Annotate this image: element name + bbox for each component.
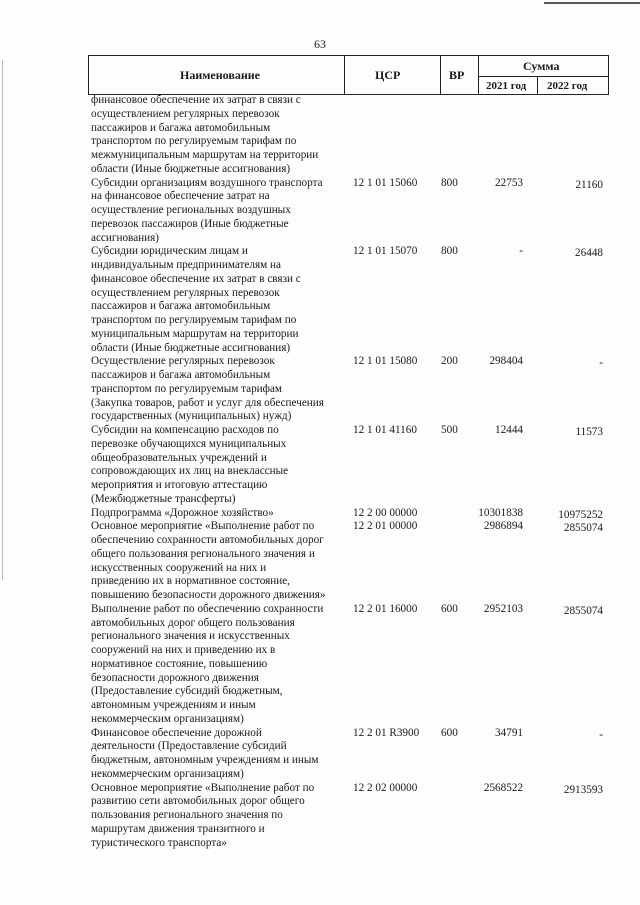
row-name-line: безопасности дорожного движения xyxy=(91,671,259,684)
row-sum-2022: 21160 xyxy=(575,178,603,191)
row-name-line: туристического транспорта» xyxy=(91,836,227,849)
row-name-line: искусственных сооружений на них и xyxy=(91,561,267,574)
row-name-line: маршрутам движения транзитного и xyxy=(91,822,265,835)
row-name-line: транспортом по регулируемым тарифам по xyxy=(91,314,297,326)
row-vr: 200 xyxy=(441,355,458,368)
row-name-line: Основное мероприятие «Выполнение работ по xyxy=(91,781,315,794)
row-name-line: на финансовое обеспечение затрат на xyxy=(91,190,270,203)
row-name-line: Финансовое обеспечение дорожной xyxy=(91,726,262,739)
row-vr: 600 xyxy=(441,726,458,739)
row-csr: 12 1 01 15080 xyxy=(353,355,418,368)
row-name-line: автономным учреждениям и иным xyxy=(91,699,256,711)
row-name-line: пассажиров и багажа автомобильным xyxy=(91,121,271,134)
table-row xyxy=(0,424,640,507)
row-name xyxy=(91,177,347,246)
row-name-line: ассигнования) xyxy=(91,231,159,244)
page-number: 63 xyxy=(314,37,326,51)
table-row xyxy=(0,727,640,782)
row-name xyxy=(91,727,347,782)
row-name-line: транспортом по регулируемым тарифам по xyxy=(91,135,297,148)
row-sum-2022: 2855074 xyxy=(563,522,603,535)
row-name-line: муниципальным маршрутам на территории xyxy=(91,327,299,340)
row-sum-2021: 2986894 xyxy=(483,520,523,533)
row-sum-2021: 34791 xyxy=(495,726,523,739)
row-name-line: (Предоставление субсидий бюджетным, xyxy=(91,685,283,698)
table-row xyxy=(0,94,640,177)
row-name-line: некоммерческим организациям) xyxy=(91,767,244,780)
row-name-line: регионального значения и искусственных xyxy=(91,630,290,643)
row-name-line: мероприятия и итоговую аттестацию xyxy=(91,479,268,491)
row-name-line: приведению их в нормативное состояние, xyxy=(91,575,290,588)
row-name-line: осуществление региональных воздушных xyxy=(91,204,291,216)
row-name-line: некоммерческим организациям) xyxy=(91,712,244,725)
table-row xyxy=(0,355,640,424)
row-name-line: Основное мероприятие «Выполнение работ по xyxy=(91,520,315,533)
row-name-line: бюджетным, автономным учреждениям и иным xyxy=(91,754,319,766)
row-name-line: пользования регионального значения по xyxy=(91,809,283,821)
row-name-line: Субсидии организациям воздушного транспорта xyxy=(91,176,323,189)
row-csr: 12 1 01 15070 xyxy=(353,245,418,258)
row-name-line: области (Иные бюджетные ассигнования) xyxy=(91,341,291,354)
row-name xyxy=(91,782,347,851)
table-row xyxy=(0,177,640,246)
row-name xyxy=(91,94,347,177)
row-sum-2021: 298404 xyxy=(489,355,523,368)
row-name-line: осуществлением регулярных перевозок xyxy=(91,107,280,120)
row-name xyxy=(91,355,347,424)
row-name-line: общеобразовательных учреждений и xyxy=(91,451,267,464)
row-csr: 12 2 01 00000 xyxy=(353,520,418,533)
row-name xyxy=(91,424,347,507)
row-name-line: Субсидии на компенсацию расходов по xyxy=(91,424,279,436)
row-name-line: области (Иные бюджетные ассигнования) xyxy=(91,162,291,175)
row-name xyxy=(91,507,347,521)
table-row xyxy=(0,245,640,355)
row-sum-2022: - xyxy=(599,357,603,370)
row-name-line: развитию сети автомобильных дорог общего xyxy=(91,795,305,808)
row-name xyxy=(91,245,347,355)
row-sum-2021: 22753 xyxy=(495,176,523,189)
row-sum-2022: 2913593 xyxy=(563,783,603,796)
header-name: Наименование xyxy=(180,68,260,82)
table-row xyxy=(0,603,640,727)
row-sum-2021: 12444 xyxy=(495,424,523,436)
table-row xyxy=(0,782,640,851)
header-csr: ЦСР xyxy=(375,68,401,82)
row-name-line: (Закупка товаров, работ и услуг для обеспечения xyxy=(91,396,324,409)
row-sum-2022: 11573 xyxy=(575,426,603,438)
row-name-line: общего пользования регионального значения и xyxy=(91,547,315,560)
row-vr: 800 xyxy=(441,176,458,189)
table-row xyxy=(0,520,640,603)
row-vr: 500 xyxy=(441,424,458,436)
row-csr: 12 1 01 15060 xyxy=(353,176,418,189)
row-name-line: Подпрограмма «Дорожное хозяйство» xyxy=(91,506,274,519)
row-sum-2022: 10975252 xyxy=(558,508,603,521)
row-sum-2021: - xyxy=(519,245,523,258)
row-sum-2022: 26448 xyxy=(575,247,603,260)
row-sum-2021: 2568522 xyxy=(483,781,523,794)
row-name-line: Осуществление регулярных перевозок xyxy=(91,355,275,368)
row-csr: 12 2 01 R3900 xyxy=(353,726,420,739)
row-name-line: нормативное состояние, повышению xyxy=(91,657,268,670)
row-name-line: пассажиров и багажа автомобильным xyxy=(91,300,271,313)
row-name xyxy=(91,520,347,603)
row-name-line: перевозке обучающихся муниципальных xyxy=(91,437,287,450)
row-csr: 12 2 02 00000 xyxy=(353,781,418,794)
row-name-line: деятельности (Предоставление субсидий xyxy=(91,740,287,753)
header-sum: Сумма xyxy=(523,59,560,73)
row-name-line: сопровождающих их лиц на внеклассные xyxy=(91,465,289,478)
row-sum-2021: 2952103 xyxy=(483,602,523,615)
row-vr: 600 xyxy=(441,602,458,615)
row-name-line: Субсидии юридическим лицам и xyxy=(91,245,248,258)
row-name xyxy=(91,603,347,727)
row-name-line: перевозок пассажиров (Иные бюджетные xyxy=(91,217,289,230)
row-name-line: повышению безопасности дорожного движения» xyxy=(91,589,326,601)
row-name-line: пассажиров и багажа автомобильным xyxy=(91,369,271,381)
row-csr: 12 1 01 41160 xyxy=(353,424,417,436)
header-year-2021: 2021 год xyxy=(486,80,527,92)
row-sum-2022: - xyxy=(599,728,603,741)
row-name-line: сооружений на них и приведению их в xyxy=(91,644,276,656)
header-year-2022: 2022 год xyxy=(547,80,588,92)
row-name-line: обеспечению сохранности автомобильных дорог xyxy=(91,534,324,546)
table-row xyxy=(0,507,640,521)
row-sum-2021: 10301838 xyxy=(478,506,523,519)
row-name-line: автомобильных дорог общего пользования xyxy=(91,616,295,629)
row-name-line: (Межбюджетные трансферты) xyxy=(91,492,236,505)
row-csr: 12 2 01 16000 xyxy=(353,602,418,615)
row-name-line: финансовое обеспечение их затрат в связи с xyxy=(91,272,301,285)
row-name-line: межмуниципальным маршрутам на территории xyxy=(91,149,319,161)
row-name-line: Выполнение работ по обеспечению сохранности xyxy=(91,602,324,615)
row-vr: 800 xyxy=(441,245,458,258)
row-name-line: финансовое обеспечение их затрат в связи с xyxy=(91,94,301,106)
header-vr: ВР xyxy=(449,68,465,82)
row-csr: 12 2 00 00000 xyxy=(353,506,418,519)
row-name-line: индивидуальным предпринимателям на xyxy=(91,259,281,271)
row-name-line: осуществлением регулярных перевозок xyxy=(91,286,280,299)
row-sum-2022: 2855074 xyxy=(563,604,603,617)
row-name-line: государственных (муниципальных) нужд) xyxy=(91,410,292,423)
row-name-line: транспортом по регулируемым тарифам xyxy=(91,382,282,395)
